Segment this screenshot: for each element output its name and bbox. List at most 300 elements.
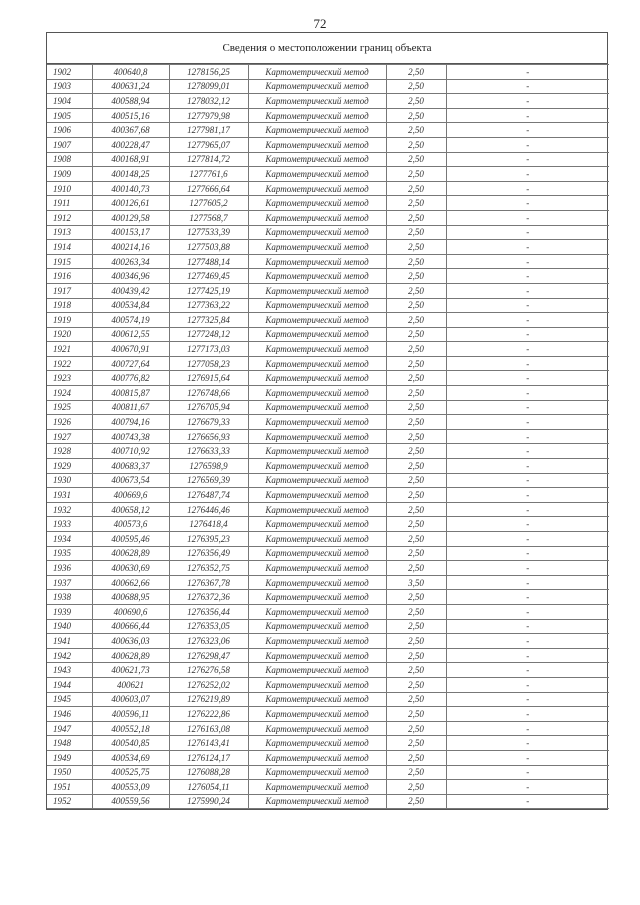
x-coordinate-cell: 400640,8 [92, 65, 169, 80]
x-coordinate-cell: 400439,42 [92, 283, 169, 298]
y-coordinate-cell: 1276124,17 [169, 750, 248, 765]
y-coordinate-cell: 1276219,89 [169, 692, 248, 707]
point-number-cell: 1936 [47, 561, 92, 576]
x-coordinate-cell: 400515,16 [92, 108, 169, 123]
description-cell: - [446, 65, 609, 80]
table-row [47, 123, 609, 138]
table-row [47, 502, 609, 517]
y-coordinate-cell: 1277503,88 [169, 240, 248, 255]
accuracy-cell: 2,50 [386, 750, 446, 765]
description-cell: - [446, 137, 609, 152]
x-coordinate-cell: 400688,95 [92, 590, 169, 605]
table-row [47, 94, 609, 109]
accuracy-cell: 2,50 [386, 386, 446, 401]
method-cell: Картометрический метод [248, 765, 386, 780]
description-cell: - [446, 181, 609, 196]
table-row [47, 283, 609, 298]
method-cell: Картометрический метод [248, 94, 386, 109]
description-cell: - [446, 721, 609, 736]
point-number-cell: 1925 [47, 400, 92, 415]
table-row [47, 546, 609, 561]
accuracy-cell: 2,50 [386, 648, 446, 663]
x-coordinate-cell: 400743,38 [92, 429, 169, 444]
point-number-cell: 1921 [47, 342, 92, 357]
accuracy-cell: 2,50 [386, 663, 446, 678]
accuracy-cell: 2,50 [386, 502, 446, 517]
description-cell: - [446, 532, 609, 547]
point-number-cell: 1947 [47, 721, 92, 736]
point-number-cell: 1927 [47, 429, 92, 444]
y-coordinate-cell: 1277533,39 [169, 225, 248, 240]
point-number-cell: 1948 [47, 736, 92, 751]
point-number-cell: 1946 [47, 707, 92, 722]
y-coordinate-cell: 1277666,64 [169, 181, 248, 196]
x-coordinate-cell: 400670,91 [92, 342, 169, 357]
point-number-cell: 1934 [47, 532, 92, 547]
x-coordinate-cell: 400776,82 [92, 371, 169, 386]
table-row [47, 327, 609, 342]
accuracy-cell: 2,50 [386, 94, 446, 109]
table-row [47, 561, 609, 576]
method-cell: Картометрический метод [248, 532, 386, 547]
table-row [47, 240, 609, 255]
x-coordinate-cell: 400346,96 [92, 269, 169, 284]
x-coordinate-cell: 400811,67 [92, 400, 169, 415]
description-cell: - [446, 400, 609, 415]
table-row [47, 108, 609, 123]
point-number-cell: 1914 [47, 240, 92, 255]
y-coordinate-cell: 1276487,74 [169, 488, 248, 503]
table-row [47, 459, 609, 474]
description-cell: - [446, 750, 609, 765]
y-coordinate-cell: 1277425,19 [169, 283, 248, 298]
method-cell: Картометрический метод [248, 181, 386, 196]
method-cell: Картометрический метод [248, 269, 386, 284]
method-cell: Картометрический метод [248, 721, 386, 736]
accuracy-cell: 2,50 [386, 444, 446, 459]
x-coordinate-cell: 400534,69 [92, 750, 169, 765]
x-coordinate-cell: 400534,84 [92, 298, 169, 313]
point-number-cell: 1911 [47, 196, 92, 211]
table-row [47, 604, 609, 619]
accuracy-cell: 2,50 [386, 619, 446, 634]
y-coordinate-cell: 1278156,25 [169, 65, 248, 80]
point-number-cell: 1944 [47, 677, 92, 692]
table-row [47, 298, 609, 313]
method-cell: Картометрический метод [248, 648, 386, 663]
point-number-cell: 1910 [47, 181, 92, 196]
point-number-cell: 1945 [47, 692, 92, 707]
table-row [47, 254, 609, 269]
method-cell: Картометрический метод [248, 561, 386, 576]
y-coordinate-cell: 1277363,22 [169, 298, 248, 313]
y-coordinate-cell: 1276298,47 [169, 648, 248, 663]
description-cell: - [446, 575, 609, 590]
accuracy-cell: 2,50 [386, 707, 446, 722]
table-row [47, 79, 609, 94]
description-cell: - [446, 473, 609, 488]
accuracy-cell: 2,50 [386, 634, 446, 649]
y-coordinate-cell: 1276356,44 [169, 604, 248, 619]
y-coordinate-cell: 1278032,12 [169, 94, 248, 109]
description-cell: - [446, 561, 609, 576]
table-row [47, 371, 609, 386]
y-coordinate-cell: 1277248,12 [169, 327, 248, 342]
table-row [47, 269, 609, 284]
accuracy-cell: 2,50 [386, 590, 446, 605]
point-number-cell: 1924 [47, 386, 92, 401]
description-cell: - [446, 298, 609, 313]
method-cell: Картометрический метод [248, 371, 386, 386]
table-row [47, 65, 609, 80]
method-cell: Картометрический метод [248, 313, 386, 328]
description-cell: - [446, 196, 609, 211]
method-cell: Картометрический метод [248, 590, 386, 605]
y-coordinate-cell: 1276705,94 [169, 400, 248, 415]
description-cell: - [446, 254, 609, 269]
accuracy-cell: 2,50 [386, 210, 446, 225]
accuracy-cell: 2,50 [386, 473, 446, 488]
y-coordinate-cell: 1276356,49 [169, 546, 248, 561]
y-coordinate-cell: 1278099,01 [169, 79, 248, 94]
point-number-cell: 1952 [47, 794, 92, 809]
point-number-cell: 1903 [47, 79, 92, 94]
table-row [47, 780, 609, 795]
accuracy-cell: 2,50 [386, 342, 446, 357]
accuracy-cell: 2,50 [386, 298, 446, 313]
method-cell: Картометрический метод [248, 502, 386, 517]
point-number-cell: 1951 [47, 780, 92, 795]
table-row [47, 386, 609, 401]
accuracy-cell: 2,50 [386, 269, 446, 284]
x-coordinate-cell: 400669,6 [92, 488, 169, 503]
description-cell: - [446, 313, 609, 328]
table-row [47, 137, 609, 152]
point-number-cell: 1909 [47, 167, 92, 182]
description-cell: - [446, 429, 609, 444]
method-cell: Картометрический метод [248, 780, 386, 795]
table-row [47, 794, 609, 809]
accuracy-cell: 2,50 [386, 692, 446, 707]
x-coordinate-cell: 400140,73 [92, 181, 169, 196]
y-coordinate-cell: 1276088,28 [169, 765, 248, 780]
method-cell: Картометрический метод [248, 210, 386, 225]
table-row [47, 634, 609, 649]
table-row [47, 619, 609, 634]
point-number-cell: 1919 [47, 313, 92, 328]
point-number-cell: 1930 [47, 473, 92, 488]
x-coordinate-cell: 400658,12 [92, 502, 169, 517]
x-coordinate-cell: 400666,44 [92, 619, 169, 634]
method-cell: Картометрический метод [248, 152, 386, 167]
table-row [47, 415, 609, 430]
table-title: Сведения о местоположении границ объекта [47, 33, 607, 64]
accuracy-cell: 2,50 [386, 429, 446, 444]
accuracy-cell: 2,50 [386, 327, 446, 342]
method-cell: Картометрический метод [248, 488, 386, 503]
accuracy-cell: 2,50 [386, 794, 446, 809]
x-coordinate-cell: 400153,17 [92, 225, 169, 240]
coordinates-table [47, 64, 609, 809]
y-coordinate-cell: 1276679,33 [169, 415, 248, 430]
y-coordinate-cell: 1276054,11 [169, 780, 248, 795]
x-coordinate-cell: 400552,18 [92, 721, 169, 736]
table-row [47, 313, 609, 328]
description-cell: - [446, 356, 609, 371]
method-cell: Картометрический метод [248, 517, 386, 532]
x-coordinate-cell: 400126,61 [92, 196, 169, 211]
point-number-cell: 1906 [47, 123, 92, 138]
y-coordinate-cell: 1275990,24 [169, 794, 248, 809]
accuracy-cell: 2,50 [386, 356, 446, 371]
table-row [47, 517, 609, 532]
accuracy-cell: 2,50 [386, 137, 446, 152]
accuracy-cell: 3,50 [386, 575, 446, 590]
accuracy-cell: 2,50 [386, 400, 446, 415]
point-number-cell: 1926 [47, 415, 92, 430]
accuracy-cell: 2,50 [386, 240, 446, 255]
x-coordinate-cell: 400628,89 [92, 648, 169, 663]
method-cell: Картометрический метод [248, 604, 386, 619]
description-cell: - [446, 444, 609, 459]
method-cell: Картометрический метод [248, 79, 386, 94]
description-cell: - [446, 240, 609, 255]
x-coordinate-cell: 400710,92 [92, 444, 169, 459]
accuracy-cell: 2,50 [386, 677, 446, 692]
y-coordinate-cell: 1276143,41 [169, 736, 248, 751]
description-cell: - [446, 386, 609, 401]
y-coordinate-cell: 1276372,36 [169, 590, 248, 605]
point-number-cell: 1933 [47, 517, 92, 532]
description-cell: - [446, 342, 609, 357]
x-coordinate-cell: 400794,16 [92, 415, 169, 430]
x-coordinate-cell: 400683,37 [92, 459, 169, 474]
y-coordinate-cell: 1277568,7 [169, 210, 248, 225]
method-cell: Картометрический метод [248, 196, 386, 211]
description-cell: - [446, 619, 609, 634]
description-cell: - [446, 488, 609, 503]
method-cell: Картометрический метод [248, 137, 386, 152]
x-coordinate-cell: 400636,03 [92, 634, 169, 649]
table-row [47, 677, 609, 692]
accuracy-cell: 2,50 [386, 181, 446, 196]
description-cell: - [446, 459, 609, 474]
description-cell: - [446, 604, 609, 619]
method-cell: Картометрический метод [248, 750, 386, 765]
table-row [47, 765, 609, 780]
method-cell: Картометрический метод [248, 123, 386, 138]
point-number-cell: 1904 [47, 94, 92, 109]
x-coordinate-cell: 400612,55 [92, 327, 169, 342]
accuracy-cell: 2,50 [386, 780, 446, 795]
x-coordinate-cell: 400573,6 [92, 517, 169, 532]
point-number-cell: 1913 [47, 225, 92, 240]
y-coordinate-cell: 1277058,23 [169, 356, 248, 371]
x-coordinate-cell: 400815,87 [92, 386, 169, 401]
point-number-cell: 1929 [47, 459, 92, 474]
table-row [47, 648, 609, 663]
accuracy-cell: 2,50 [386, 123, 446, 138]
description-cell: - [446, 210, 609, 225]
x-coordinate-cell: 400129,58 [92, 210, 169, 225]
method-cell: Картометрический метод [248, 575, 386, 590]
x-coordinate-cell: 400574,19 [92, 313, 169, 328]
accuracy-cell: 2,50 [386, 415, 446, 430]
accuracy-cell: 2,50 [386, 459, 446, 474]
method-cell: Картометрический метод [248, 225, 386, 240]
method-cell: Картометрический метод [248, 692, 386, 707]
table-row [47, 692, 609, 707]
accuracy-cell: 2,50 [386, 79, 446, 94]
point-number-cell: 1908 [47, 152, 92, 167]
x-coordinate-cell: 400621,73 [92, 663, 169, 678]
x-coordinate-cell: 400727,64 [92, 356, 169, 371]
y-coordinate-cell: 1277325,84 [169, 313, 248, 328]
x-coordinate-cell: 400662,66 [92, 575, 169, 590]
accuracy-cell: 2,50 [386, 721, 446, 736]
table-row [47, 167, 609, 182]
accuracy-cell: 2,50 [386, 283, 446, 298]
y-coordinate-cell: 1277605,2 [169, 196, 248, 211]
method-cell: Картометрический метод [248, 283, 386, 298]
point-number-cell: 1939 [47, 604, 92, 619]
table-row [47, 181, 609, 196]
description-cell: - [446, 108, 609, 123]
x-coordinate-cell: 400553,09 [92, 780, 169, 795]
description-cell: - [446, 736, 609, 751]
accuracy-cell: 2,50 [386, 152, 446, 167]
point-number-cell: 1938 [47, 590, 92, 605]
point-number-cell: 1928 [47, 444, 92, 459]
method-cell: Картометрический метод [248, 415, 386, 430]
x-coordinate-cell: 400630,69 [92, 561, 169, 576]
method-cell: Картометрический метод [248, 794, 386, 809]
method-cell: Картометрический метод [248, 663, 386, 678]
point-number-cell: 1916 [47, 269, 92, 284]
accuracy-cell: 2,50 [386, 254, 446, 269]
x-coordinate-cell: 400621 [92, 677, 169, 692]
y-coordinate-cell: 1276598,9 [169, 459, 248, 474]
x-coordinate-cell: 400540,85 [92, 736, 169, 751]
point-number-cell: 1940 [47, 619, 92, 634]
x-coordinate-cell: 400559,56 [92, 794, 169, 809]
point-number-cell: 1918 [47, 298, 92, 313]
x-coordinate-cell: 400595,46 [92, 532, 169, 547]
y-coordinate-cell: 1276222,86 [169, 707, 248, 722]
accuracy-cell: 2,50 [386, 532, 446, 547]
y-coordinate-cell: 1277981,17 [169, 123, 248, 138]
y-coordinate-cell: 1276395,23 [169, 532, 248, 547]
point-number-cell: 1912 [47, 210, 92, 225]
boundary-table-frame [46, 32, 608, 810]
x-coordinate-cell: 400673,54 [92, 473, 169, 488]
y-coordinate-cell: 1276569,39 [169, 473, 248, 488]
accuracy-cell: 2,50 [386, 196, 446, 211]
description-cell: - [446, 663, 609, 678]
description-cell: - [446, 269, 609, 284]
method-cell: Картометрический метод [248, 327, 386, 342]
accuracy-cell: 2,50 [386, 561, 446, 576]
point-number-cell: 1942 [47, 648, 92, 663]
x-coordinate-cell: 400628,89 [92, 546, 169, 561]
y-coordinate-cell: 1277814,72 [169, 152, 248, 167]
description-cell: - [446, 502, 609, 517]
point-number-cell: 1923 [47, 371, 92, 386]
method-cell: Картометрический метод [248, 65, 386, 80]
x-coordinate-cell: 400263,34 [92, 254, 169, 269]
point-number-cell: 1941 [47, 634, 92, 649]
x-coordinate-cell: 400228,47 [92, 137, 169, 152]
table-row [47, 663, 609, 678]
description-cell: - [446, 677, 609, 692]
description-cell: - [446, 79, 609, 94]
point-number-cell: 1920 [47, 327, 92, 342]
page-number: 72 [313, 16, 327, 31]
point-number-cell: 1935 [47, 546, 92, 561]
table-row [47, 444, 609, 459]
y-coordinate-cell: 1276276,58 [169, 663, 248, 678]
y-coordinate-cell: 1276352,75 [169, 561, 248, 576]
y-coordinate-cell: 1276446,46 [169, 502, 248, 517]
x-coordinate-cell: 400148,25 [92, 167, 169, 182]
accuracy-cell: 2,50 [386, 371, 446, 386]
accuracy-cell: 2,50 [386, 108, 446, 123]
method-cell: Картометрический метод [248, 707, 386, 722]
accuracy-cell: 2,50 [386, 517, 446, 532]
description-cell: - [446, 780, 609, 795]
point-number-cell: 1917 [47, 283, 92, 298]
description-cell: - [446, 794, 609, 809]
table-row [47, 488, 609, 503]
description-cell: - [446, 517, 609, 532]
table-row [47, 225, 609, 240]
description-cell: - [446, 225, 609, 240]
coordinates-table-body [47, 65, 609, 809]
point-number-cell: 1950 [47, 765, 92, 780]
table-row [47, 707, 609, 722]
y-coordinate-cell: 1276353,05 [169, 619, 248, 634]
method-cell: Картометрический метод [248, 342, 386, 357]
point-number-cell: 1949 [47, 750, 92, 765]
table-row [47, 400, 609, 415]
y-coordinate-cell: 1277469,45 [169, 269, 248, 284]
accuracy-cell: 2,50 [386, 546, 446, 561]
description-cell: - [446, 167, 609, 182]
description-cell: - [446, 327, 609, 342]
y-coordinate-cell: 1277761,6 [169, 167, 248, 182]
method-cell: Картометрический метод [248, 400, 386, 415]
description-cell: - [446, 546, 609, 561]
accuracy-cell: 2,50 [386, 167, 446, 182]
table-row [47, 356, 609, 371]
accuracy-cell: 2,50 [386, 765, 446, 780]
method-cell: Картометрический метод [248, 619, 386, 634]
table-row [47, 721, 609, 736]
x-coordinate-cell: 400367,68 [92, 123, 169, 138]
y-coordinate-cell: 1276323,06 [169, 634, 248, 649]
method-cell: Картометрический метод [248, 473, 386, 488]
description-cell: - [446, 415, 609, 430]
method-cell: Картометрический метод [248, 546, 386, 561]
description-cell: - [446, 707, 609, 722]
accuracy-cell: 2,50 [386, 65, 446, 80]
method-cell: Картометрический метод [248, 459, 386, 474]
point-number-cell: 1907 [47, 137, 92, 152]
table-row [47, 429, 609, 444]
table-row [47, 210, 609, 225]
accuracy-cell: 2,50 [386, 313, 446, 328]
accuracy-cell: 2,50 [386, 225, 446, 240]
